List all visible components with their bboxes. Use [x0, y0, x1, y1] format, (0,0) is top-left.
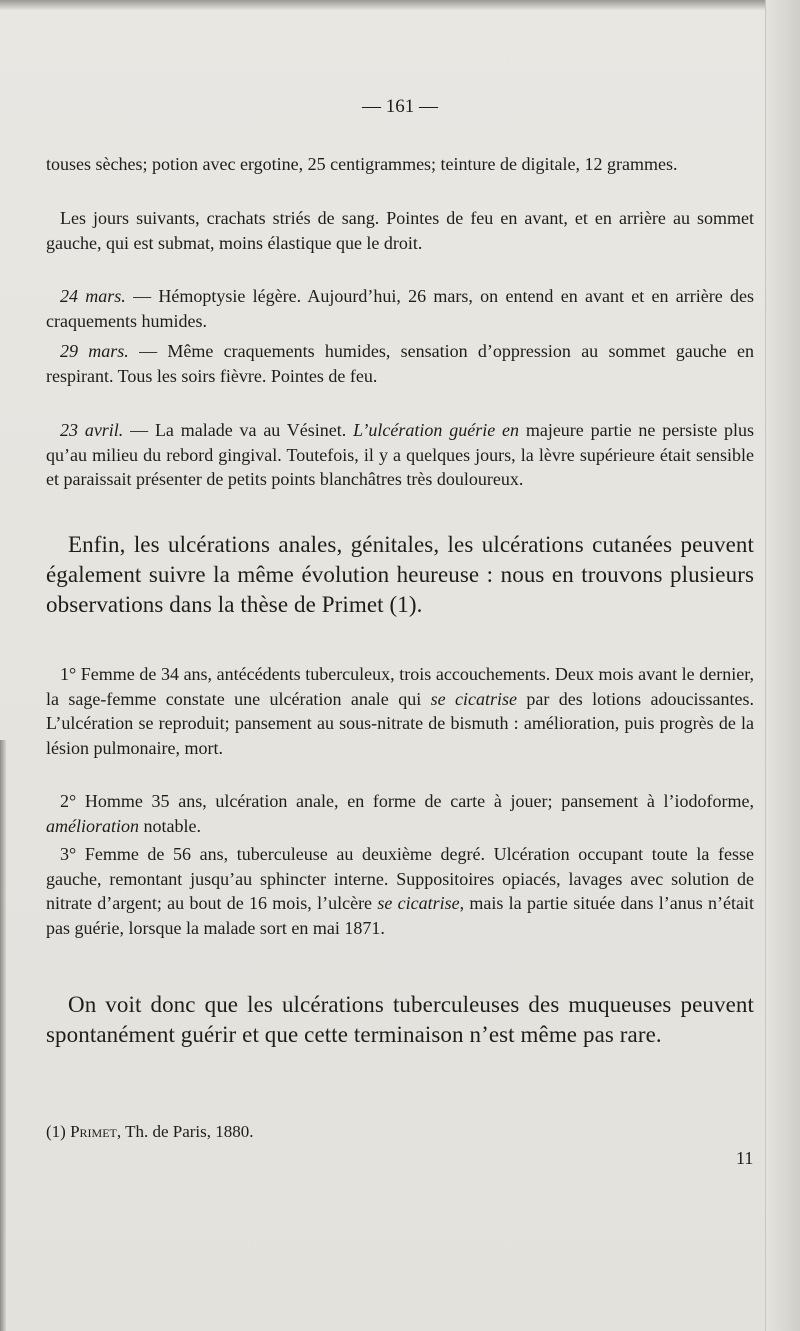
- paragraph-6: [46, 530, 754, 620]
- paragraph-7-italic: se cicatrise: [430, 688, 517, 709]
- paragraph-5-intro: — La malade va au Vésinet.: [123, 420, 354, 440]
- paragraph-9-italic: se cicatrise: [377, 893, 460, 913]
- paragraph-8-italic: amélioration: [46, 815, 139, 836]
- paragraph-10-text: On voit donc que les ulcérations tuberculeuses des muqueuses peuvent spontanément guérir et que cette terminaison n’est même pas rare.: [46, 992, 754, 1047]
- paragraph-1-text: touses sèches; potion avec ergotine, 25 centigrammes; teinture de digitale, 12 grammes.: [46, 154, 678, 174]
- page-left-shadow: [0, 740, 6, 1331]
- date-29-mars: 29 mars.: [60, 341, 129, 361]
- paragraph-2: [46, 206, 754, 255]
- paragraph-4: [46, 339, 754, 388]
- footnote-marker: (1): [46, 1122, 71, 1141]
- paragraph-6-text: Enfin, les ulcérations anales, génitales, les ulcérations cutanées peuvent également suivre la même évolution heureuse : nous en trouvons plusieurs observations dans la thèse de Primet (1).: [46, 532, 754, 617]
- paragraph-5-text: majeure partie ne persiste plus qu’au milieu du rebord gingival. Toutefois, il y a quelques jours, la lèvre supérieure était sensible et paraissait présenter de petits points blanchâtres très douloureux.: [46, 420, 754, 489]
- date-23-avril: 23 avril.: [60, 420, 124, 440]
- paragraph-8-text-a: 2° Homme 35 ans, ulcération anale, en forme de carte à jouer; pansement à l’iodoforme,: [60, 791, 754, 811]
- page-right-margin: [765, 0, 800, 1331]
- footnote: [46, 1122, 254, 1142]
- paragraph-7-text-a: 1° Femme de 34 ans, antécédents tuberculeux, trois accouchements. Deux mois avant le dernier, la sage-femme constate une ulcération anale qui: [46, 664, 754, 709]
- signature-mark: 11: [736, 1148, 754, 1168]
- paragraph-8-text-b: notable.: [139, 815, 201, 836]
- paragraph-7-text-b: par des lotions adoucissantes. L’ulcération se reproduit; pansement au sous-nitrate de bismuth : amélioration, puis progrès de la lésion pulmonaire, mort.: [46, 688, 754, 758]
- paragraph-8: [46, 789, 754, 838]
- paragraph-5: [46, 418, 754, 492]
- paragraph-9-text-a: 3° Femme de 56 ans, tuberculeuse au deuxième degré. Ulcération occupant toute la fesse gauche, remontant jusqu’au sphincter interne. Suppositoires opiacés, lavages avec solution de nitrate d’argent; au bout de 16 mois, l’ulcère: [46, 844, 754, 913]
- paragraph-9-text-b: , mais la partie située dans l’anus n’était pas guérie, lorsque la malade sort en mai 1871.: [46, 893, 754, 938]
- page-top-shadow: [0, 0, 800, 10]
- page-number-header: — 161 —: [362, 96, 438, 117]
- paragraph-1: [46, 152, 754, 177]
- paragraph-5-italic: L’ulcération guérie en: [353, 420, 520, 440]
- paragraph-3: [46, 284, 754, 333]
- footnote-reference: , Th. de Paris, 1880.: [116, 1122, 254, 1141]
- paragraph-7: [46, 662, 754, 760]
- paragraph-3-text: — Hémoptysie légère. Aujourd’hui, 26 mars, on entend en avant et en arrière des craquements humides.: [46, 286, 754, 331]
- paragraph-10: [46, 990, 754, 1050]
- date-24-mars: 24 mars.: [60, 286, 126, 306]
- paragraph-9: [46, 842, 754, 940]
- paragraph-2-text: Les jours suivants, crachats striés de sang. Pointes de feu en avant, et en arrière au sommet gauche, qui est submat, moins élastique que le droit.: [46, 208, 754, 253]
- paragraph-4-text: — Même craquements humides, sensation d’oppression au sommet gauche en respirant. Tous les soirs fièvre. Pointes de feu.: [46, 341, 754, 386]
- footnote-author: Primet: [70, 1122, 117, 1141]
